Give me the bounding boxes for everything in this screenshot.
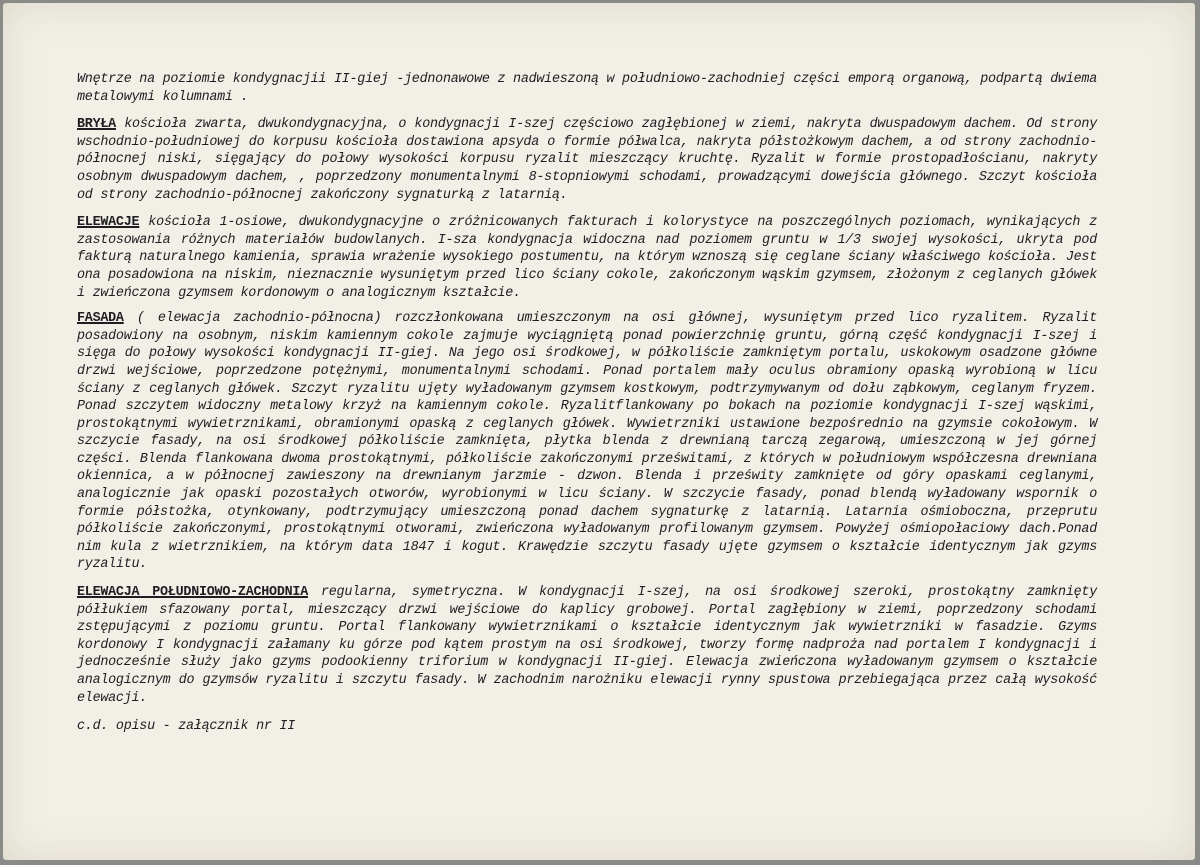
section-elewacja-pld-zach: [77, 584, 1097, 707]
section-heading: ELEWACJE: [77, 215, 140, 231]
section-bryla: [77, 116, 1097, 204]
section-fasada: [77, 310, 1097, 574]
continuation-note: c.d. opisu - załącznik nr II: [77, 719, 295, 735]
intro-paragraph: Wnętrze na poziomie kondygnacjii II-giej -jednonawowe z nadwieszoną w południowo-zachodniej części emporą organową, podpartą dwiema metalowymi kolumnami .: [77, 72, 1097, 105]
document-body: [77, 71, 1097, 736]
section-heading: ELEWACJA POŁUDNIOWO-ZACHODNIA: [77, 585, 308, 601]
section-text: ( elewacja zachodnio-północna) rozczłonkowana umieszczonym na osi głównej, wysuniętym przed lico ryzalitem. Ryzalit posadowiony na osobnym, niskim kamiennym cokole zajmuje wyciągniętą ponad powierzchnię gruntu, górną część kondygnacji I-szej i sięga do połowy wysokości kondygnacji II-giej. Na jego osi środkowej, w półkoliście zamkniętym portalu, uskokowym osadzone główne drzwi wejściowe, poprzedzone potężnymi, monumentalnymi schodami. Ponad portalem mały oculus obramiony opaską wyrobioną w licu ściany z ceglanych główek. Szczyt ryzalitu ujęty wyładowanym gzymsem kostkowym, podtrzymywanym od dołu ząbkowym, ceglanym fryzem. Ponad szczytem widoczny metalowy krzyż na kamiennym cokole. Ryzalitflankowany po bokach na poziomie kondygnacji I-szej wąskimi, prostokątnymi wywietrznikami, obramionymi opaską z ceglanych główek. Wywietrzniki ustawione bezpośrednio na gzymsie cokołowym. W szczycie fasady, na osi środkowej półkoliście zamknięta, płytka blenda z drewnianą tarczą zegarową, umieszczoną w jej górnej części. Blenda flankowana dwoma prostokątnymi, półkoliście zakończonymi prześwitami, z których w południowym współczesna drewniana okiennica, a w północnej zawieszony na drewnianym jarzmie - dzwon. Blenda i prześwity zamknięte od góry opaskami ceglanymi, analogicznie jak opaski pozostałych otworów, wyrobionymi w licu ściany. W szczycie fasady, ponad blendą wyładowany wspornik o formie półstożka, otynkowany, podtrzymujący umieszczoną ponad dachem sygnaturkę z latarnią. Latarnia ośmioboczna, przeprutu półkoliście zakończonymi, prostokątnymi otworami, zwieńczona wyładowanym profilowanym gzymsem. Powyżej ośmiopołaciowy dach.Ponad nim kula z wietrznikiem, na którym data 1847 i kogut. Krawędzie szczytu fasady ujęte gzymsem o kształcie identycznym jak gzyms ryzalitu.: [77, 311, 1097, 573]
section-text: regularna, symetryczna. W kondygnacji I-szej, na osi środkowej szeroki, prostokątny zamknięty półłukiem sfazowany portal, mieszczący drzwi wejściowe do kaplicy grobowej. Portal zagłębiony w ziemi, poprzedzony schodami zstępującymi z poziomu gruntu. Portal flankowany wywietrznikami o kształcie identycznym jak wywietrzniki w fasadzie. Gzyms kordonowy I kondygnacji załamany ku górze pod kątem prostym na osi środkowej, tworzy formę nadproża nad portalem I kondygnacji i jednocześnie służy jako gzyms podookienny triforium w kondygnacji II-giej. Elewacja zwieńczona wyładowanym gzymsem o kształcie analogicznym do gzymsów ryzalitu i szczytu fasady. W zachodnim narożniku elewacji rynny spustowa przebiegająca przez całą wysokość elewacji.: [77, 585, 1097, 706]
section-heading: FASADA: [77, 311, 124, 327]
section-elewacje: [77, 214, 1097, 302]
section-text: kościoła zwarta, dwukondygnacyjna, o kondygnacji I-szej częściowo zagłębionej w ziemi, nakryta dwuspadowym dachem. Od strony wschodnio-południowej do korpusu kościoła dostawiona apsyda o formie półwalca, nakryta półstożkowym dachem, a od strony zachodnio-północnej niski, sięgający do połowy wysokości korpusu ryzalit mieszczący kruchtę. Ryzalit w formie prostopadłościanu, nakryty osobnym dwuspadowym dachem, , poprzedzony monumentalnymi 8-stopniowymi schodami, prowadzącymi dowejścia głównego. Szczyt kościoła od strony zachodnio-północnej zakończony sygnaturką z latarnią.: [77, 117, 1097, 203]
section-heading: BRYŁA: [77, 117, 116, 133]
section-text: kościoła 1-osiowe, dwukondygnacyjne o zróżnicowanych fakturach i kolorystyce na poszczególnych poziomach, wynikających z zastosowania różnych materiałów budowlanych. I-sza kondygnacja widoczna nad poziomem gruntu w 1/3 swojej wysokości, ukryta pod fakturą naturalnego kamienia, sprawia wrażenie wysokiego postumentu, na którym wznoszą się ceglane ściany właściwego kościoła. Jest ona posadowiona na niskim, nieznacznie wysuniętym przed lico ściany cokole, zakończonym wąskim gzymsem, złożonym z ceglanych główek i zwieńczona gzymsem kordonowym o analogicznym kształcie.: [77, 215, 1097, 301]
document-page: [3, 3, 1195, 860]
